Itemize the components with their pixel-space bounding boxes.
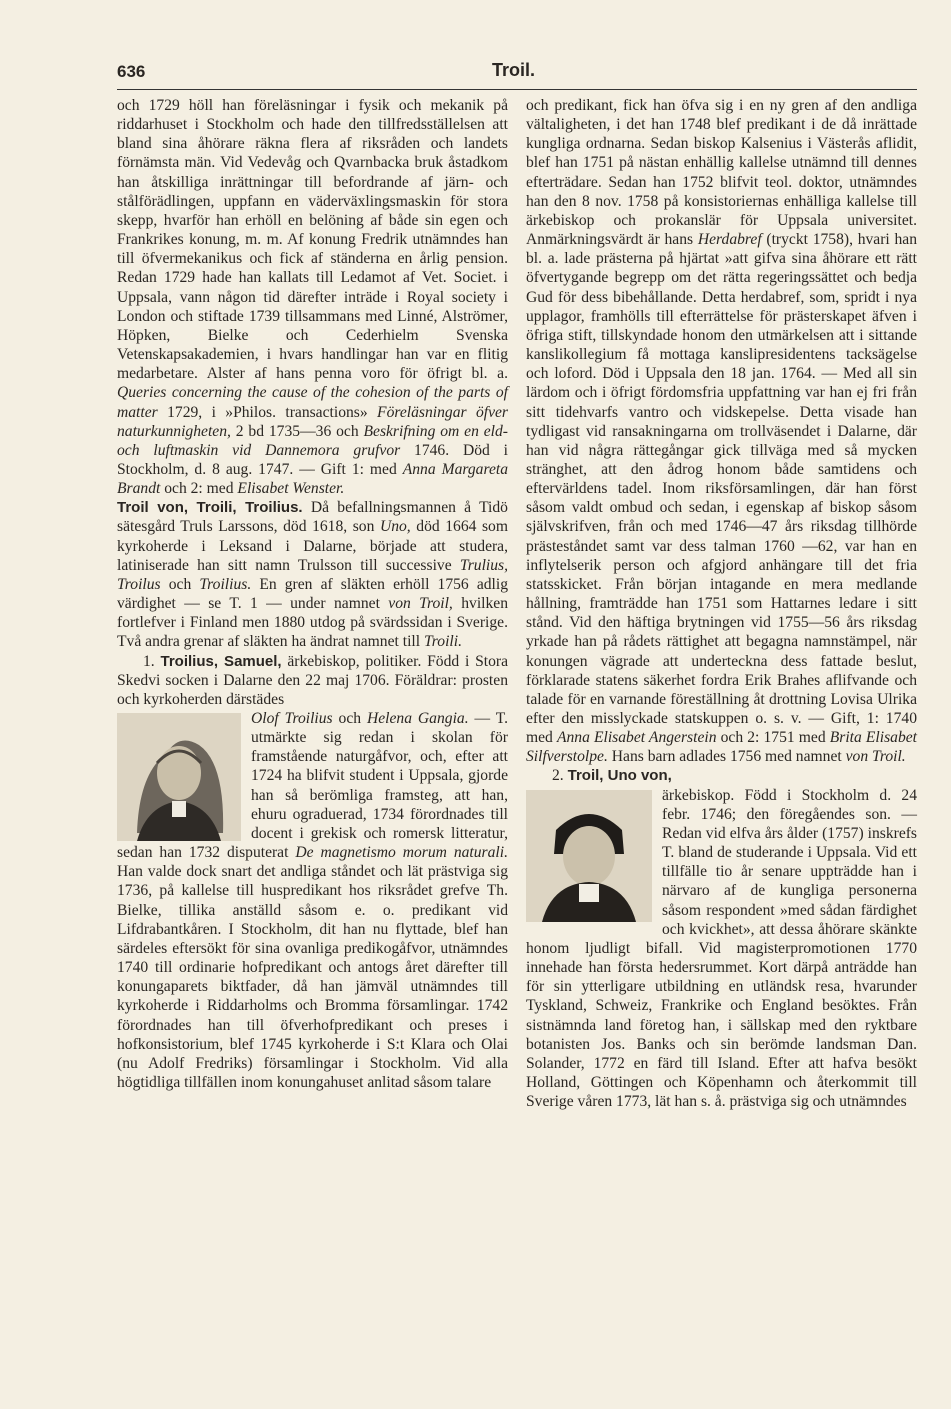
page-number: 636 xyxy=(117,62,146,81)
right-column xyxy=(526,96,917,1111)
header-rule xyxy=(117,89,917,90)
entry-heading: Troilius, Samuel, xyxy=(160,652,282,670)
entry-samuel-text: Olof Troilius och Helena Gangia. — T. utmärkte sig redan i skolan för framstående naturgåfvor, och, efter att 1724 ha blifvit student i Uppsala, gjorde han så berömliga framsteg, att han, ehuru ograduerad, 1734 förordnades till docent i grekisk och romersk litteratur, sedan han 1732 disputerat De magnetismo morum naturali. Han valde dock snart det andliga ståndet och lät prästviga sig 1736, på kallelse till huspredikant hos riksrådet grefve Th. Bielke, tillika anställd såsom e. o. predikant vid Lifdrabantkåren. I Stockholm, dit han nu flyttade, blef han särdeles eftersökt för sina ovanliga predikogåfvor, utnämndes 1740 till ordinarie hofpredikant och antogs året därefter till konungaparets biktfader, då han jämväl utnämndes till kyrkoherde i Riddarholms och Bromma församlingar. 1742 förordnades han till öfverhofpredikant och preses i hofkonsistorium, blef 1745 kyrkoherde i S:t Klara och Olai (nu Adolf Fredriks) församlingar i Stockholm. Vid alla högtidliga tillfällen inom konungahuset anlitad såsom talare xyxy=(117,710,509,1091)
entry-uno-von-troil: 2. Troil, Uno von, xyxy=(552,767,672,785)
entry-uno-text: ärkebiskop. Född i Stockholm d. 24 febr. 1746; den föregåendes son. — Redan vid elfva års ålder (1757) inskrefs T. bland de studerande i Uppsala. Vid ett tillfälle tio år senare uppträdde han i närvaro af de kungliga personerna såsom respondent »med sådan färdighet och kvickhet», att dessa åhörare skänkte honom ljudligt bifall. Vid magisterpromotionen 1770 innehade han första hedersrummet. Kort därpå anträdde han för sin ytterligare utbildning en utländsk resa, hvarunder Tyskland, Schweiz, Frankrike och England besöktes. Från sistnämnda land företog han, i sällskap med den ryktbare botanisten Jos. Banks och sin berömde landsman Dan. Solander, 1772 en färd till Island. Efter att hafva besökt Holland, Göttingen och Köpenhamn och återkommit till Sverige våren 1773, lät han s. å. prästviga sig och utnämndes xyxy=(526,786,917,1111)
running-title: Troil. xyxy=(492,60,536,80)
family-entry: Troil von, Troili, Troilius. Då befallningsmannen å Tidö sätesgård Truls Larssons, död 1618, son Uno, död 1664 som kyrkoherde i Leksand i Dalarne, började att studera, latiniserade han sitt namn Trulsson till successive Trulius, Troilus och Troilius. En gren af släkten erhöll 1756 adlig värdighet — se T. 1 — under namnet von Troil, hvilken fortlefver i Finland men 1880 utdog på svärdssidan i Sverige. Två andra grenar af släkten ha ändrat namnet till Troili. xyxy=(117,499,509,651)
paragraph-continued-right: och predikant, fick han öfva sig i en ny gren af den andliga vältaligheten, i det han 1748 blef predikant i de då inrättade kungliga ordnarna. Sedan biskop Kalsenius i Västerås aflidit, blef han 1751 på nästan enhällig kallelse utnämnd till dennes efterträdare. Sedan han 1752 blifvit teol. doktor, utnämndes han den 8 nov. 1758 på konsistoriernas enhälliga kallelse till ärkebiskop och prokanslär för Uppsala universitet. Anmärkningsvärdt är hans Herdabref (tryckt 1758), hvari han bl. a. lade prästerna på hjärtat »att gifva sina åhörare ett rätt öfvertygande begrepp om det rätta regeringssättet och bedja Gud för dess bibehållande. Detta herdabref, som, spridt i nya upplagor, framhölls till efterrättelse för prästerskapet äfven i öfriga stift, tillskyndade honom den utmärkelsen att i sittande kanslikollegium få mottaga kanslipresidentens tacksägelse och loford. Död i Uppsala den 18 jan. 1764. — Med all sin lärdom och i öfrigt fördomsfria uppfattning var han ej fri från sitt tidehvarfs vantro och vidskepelse. Detta visade han tydligast vid ransakningarna om trollväsendet i Dalarne, där han vid några rättegångar gick tillväga med så mycken stränghet, att den ådrog honom både samtidens och eftervärldens tadel. Inom riksförsamlingen, där han först såsom valdt ombud och sedan, i egenskap af biskop såsom självskrifven, från och med 1746—47 års riksdag tillhörde prästeståndet samt var dess talman 1760 —62, var han en inflytelserik person och afgjord anhängare till det fria statsskicket. Från början intagande en mera medlande hållning, framträdde han 1751 som Hattarnes ledare i sitt stånd. Vid den häftiga brytningen vid 1755—56 års riksdag yrkade han på rådets rättighet att begagna namnstämpel, när konungen vägrade att underteckna dess fattade beslut, förklarade statens säkerhet fordra Erik Brahes aflifvande och talade för en varnande föreställning åt drottning Lovisa Ulrika efter den misslyckade statskuppen o. s. v. — Gift, 1: 1740 med Anna Elisabet Angerstein och 2: 1751 med Brita Elisabet Silfverstolpe. Hans barn adlades 1756 med namnet von Troil. xyxy=(526,97,918,766)
portrait-samuel-troilius xyxy=(117,713,241,841)
paragraph-continued: och 1729 höll han föreläsningar i fysik och mekanik på riddarhuset i Stockholm och hade den tillfredsställelsen att bland sina åhörare räkna flera af riksråden och landets förnämsta män. Vid Vedevåg och Qvarnbacka bruk åstadkom han åtskilliga inrättningar till befordrande af järn- och stålförädlingen, uppfann en väderväxlingsmaskin för stora skepp, hvarför han erhöll en belöning af både sin egen och Frankrikes konung, m. m. Af konung Fredrik utnämndes han till öfvermekanikus och fick af ständerna en årlig pension. Redan 1729 hade han kallats till Ledamot af Vet. Societ. i Uppsala, vann någon tid därefter inträde i Royal society i London och stiftade 1739 tillsammans med Linné, Alströmer, Höpken, Bielke och Cederhielm Svenska Vetenskapsakademien, i hvars handlingar han var en flitig medarbetare. Alster af hans penna voro för öfrigt bl. a. Queries concerning the cause of the cohesion of the parts of matter 1729, i »Philos. transactions» Föreläsningar öfver naturkunnigheten, 2 bd 1735—36 och Beskrifning om en eld- och luftmaskin vid Dannemora grufvor 1746. Död i Stockholm, d. 8 aug. 1747. — Gift 1: med Anna Margareta Brandt och 2: med Elisabet Wenster. xyxy=(117,97,508,498)
family-heading: Troil von, Troili, Troilius. xyxy=(117,499,303,517)
left-column xyxy=(117,96,508,1092)
entry-heading-2: Troil, Uno von, xyxy=(567,767,672,785)
portrait-uno-von-troil xyxy=(526,790,652,922)
entry-samuel-troilius: 1. Troilius, Samuel, ärkebiskop, politiker. Född i Stora Skedvi socken i Dalarne den 22 maj 1706. Föräldrar: prosten och kyrkoherden därstädes xyxy=(117,652,509,708)
